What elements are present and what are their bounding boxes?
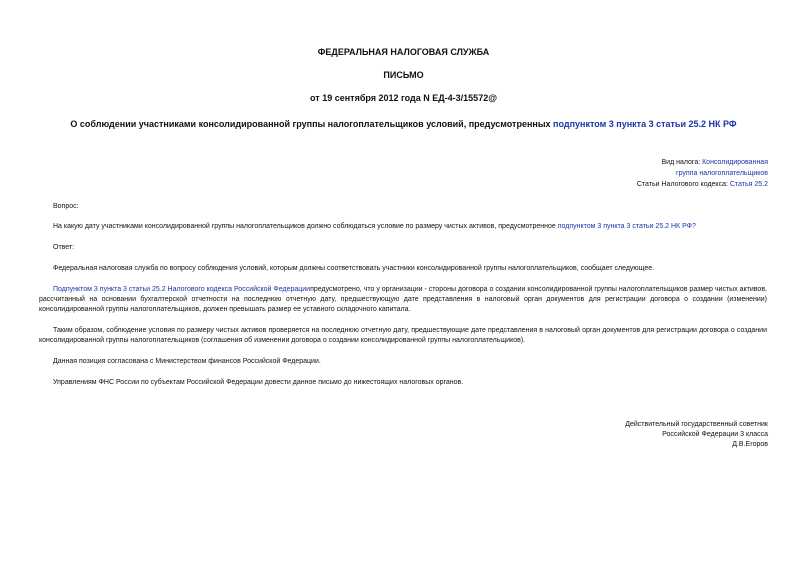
article-label: Статьи Налогового кодекса: (636, 181, 730, 188)
question-text: На какую дату участниками консолидированной группы налогоплательщиков должно соблюдаться условие по размеру чистых активов, предусмотренное (53, 223, 558, 230)
answer-paragraph-1: Федеральная налоговая служба по вопросу соблюдения условий, которым должны соответствовать участники консолидированной группы налогоплательщиков, сообщает следующее. (53, 265, 655, 272)
tax-type-label: Вид налога: (661, 159, 703, 166)
doc-type-heading: ПИСЬМО (383, 70, 424, 80)
signature-block (625, 420, 768, 450)
signature-title: Действительный государственный советник (625, 421, 768, 428)
tax-type-meta (637, 157, 768, 190)
date-number-heading: от 19 сентября 2012 года N ЕД-4-3/15572@ (310, 93, 497, 103)
document-title (0, 119, 807, 129)
tax-code-link[interactable]: Подпунктом 3 пункта 3 статьи 25.2 Налогового кодекса Российской Федерации (53, 286, 311, 293)
answer-paragraph-2-text: предусмотрено, что у организации - стороны договора о создании консолидированной группы налогоплательщиков размер чистых активов, рассчитанный на основании бухгалтерской отчетности на последнюю отчетную дату, предшествующую дате представления в налоговый орган документов для регистрации договора о создании (изменении) консолидированной группы налогоплательщиков, должен превышать размер ее уставного складочного капитала. (39, 286, 767, 313)
article-link[interactable]: Статья 25.2 (729, 181, 768, 188)
answer-paragraph-4: Данная позиция согласована с Министерством финансов Российской Федерации. (53, 358, 321, 365)
title-text: О соблюдении участниками консолидированной группы налогоплательщиков условий, предусмотренных (70, 119, 554, 129)
signature-rank: Российской Федерации 3 класса (662, 431, 768, 438)
question-label: Вопрос: (53, 203, 79, 210)
tax-type-link-2[interactable]: группа налогоплательщиков (676, 170, 768, 177)
title-law-link[interactable]: подпунктом 3 пункта 3 статьи 25.2 НК РФ (553, 119, 737, 129)
agency-heading: ФЕДЕРАЛЬНАЯ НАЛОГОВАЯ СЛУЖБА (317, 47, 490, 57)
answer-paragraph-5: Управлениям ФНС России по субъектам Российской Федерации довести данное письмо до нижестоящих налоговых органов. (53, 379, 464, 386)
answer-paragraph-2 (39, 285, 767, 315)
signature-name: Д.В.Егоров (732, 441, 768, 448)
answer-paragraph-3: Таким образом, соблюдение условия по размеру чистых активов проверяется на последнюю отчетную дату, предшествующие дате представления в налоговый орган документов для регистрации договора о создании консолидированной группы налогоплательщиков (соглашения об изменении договора о создании консолидированной группы налогоплательщиков). (39, 327, 767, 344)
question-law-link[interactable]: подпунктом 3 пункта 3 статьи 25.2 НК РФ? (557, 223, 696, 230)
question-paragraph (39, 222, 767, 232)
tax-type-link[interactable]: Консолидированная (702, 159, 768, 166)
answer-label: Ответ: (53, 244, 75, 251)
